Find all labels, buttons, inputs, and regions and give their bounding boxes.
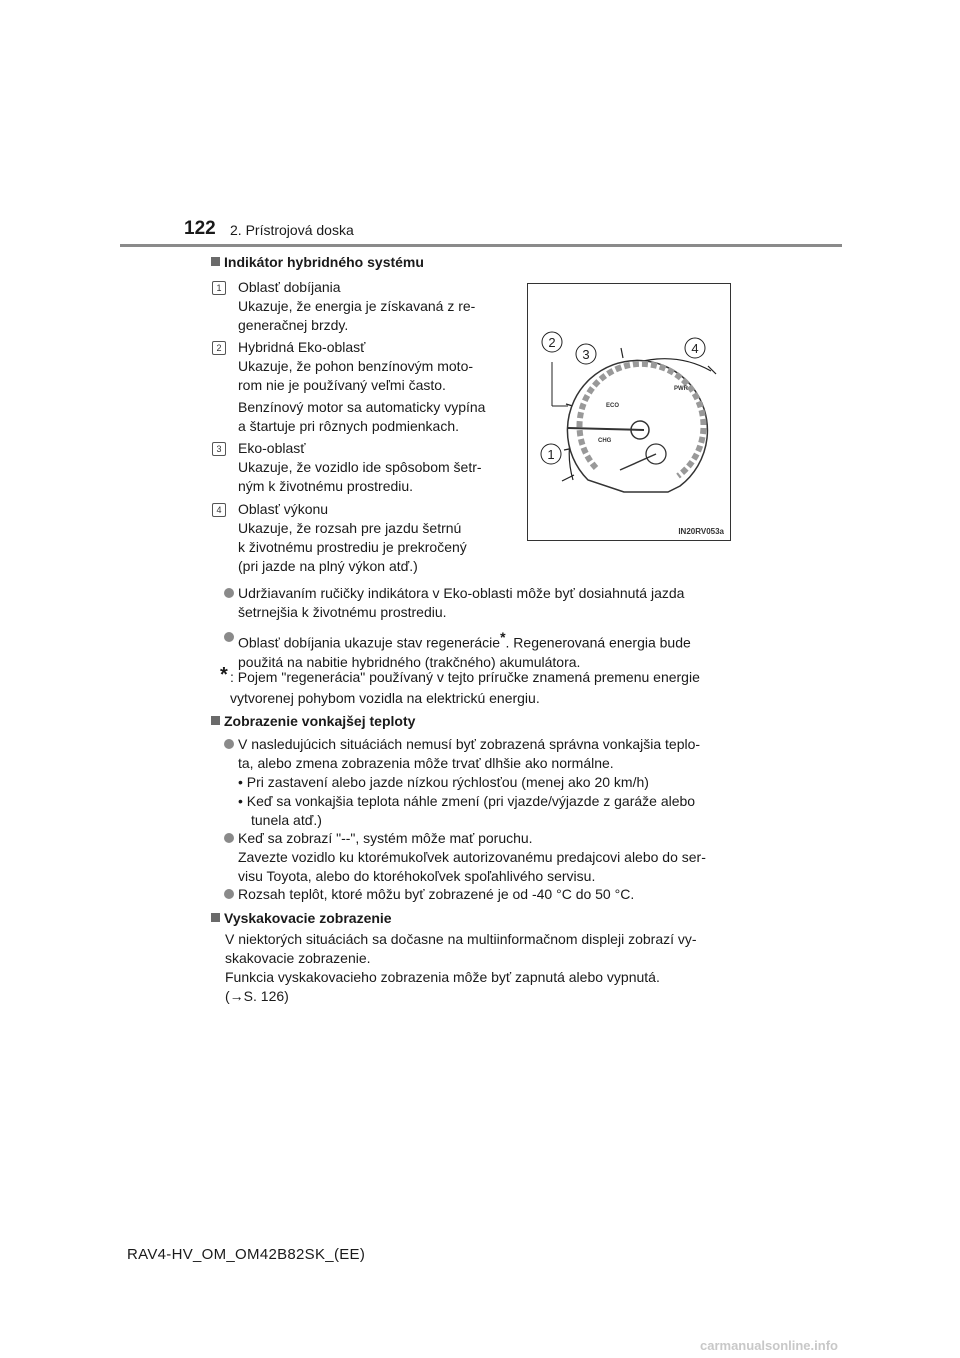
- page-number: 122: [184, 218, 216, 239]
- chg-label: CHG: [598, 438, 612, 444]
- section-title: Indikátor hybridného systému: [224, 254, 424, 270]
- footnote-text: : Pojem "regenerácia" používaný v tejto príručke znamená premenu energie vytvorenej pohybom vozidla na elektrickú energiu.: [230, 669, 700, 706]
- section-title: Zobrazenie vonkajšej teploty: [224, 713, 416, 729]
- item-number-badge: 2: [212, 341, 226, 355]
- sub-bullet-continuation: tunela atď.): [251, 812, 322, 828]
- sub-bullet-text: • Pri zastavení alebo jazde nízkou rýchlosťou (menej ako 20 km/h): [238, 774, 649, 790]
- item-description: Ukazuje, že pohon benzínovým moto- rom nie je používaný veľmi často.: [238, 358, 474, 393]
- svg-text:4: 4: [691, 341, 699, 356]
- bullet-text-regeneration: [238, 628, 748, 672]
- header-rule: [120, 244, 842, 247]
- item-number-badge: 1: [212, 281, 226, 295]
- footnote-asterisk: *: [220, 664, 228, 686]
- chapter-title: 2. Prístrojová doska: [230, 222, 354, 238]
- sub-bullet-text: • Keď sa vonkajšia teplota náhle zmení (pri vjazde/výjazde z garáže alebo: [238, 793, 696, 809]
- item-label: Eko-oblasť: [238, 440, 306, 456]
- section-outside-temp-heading: [211, 713, 415, 729]
- item-label: Oblasť výkonu: [238, 501, 329, 517]
- item-number-badge: 3: [212, 442, 226, 456]
- watermark: carmanualsonline.info: [700, 1338, 838, 1353]
- pwr-label: PWR: [674, 386, 688, 392]
- square-bullet-icon: [211, 913, 220, 922]
- item-number-badge: 4: [212, 503, 226, 517]
- callout-4: [685, 338, 705, 358]
- circle-bullet-icon: [224, 739, 234, 749]
- svg-text:2: 2: [548, 335, 556, 350]
- figure-id: IN20RV053a: [678, 527, 724, 536]
- item-label: Oblasť dobíjania: [238, 279, 341, 295]
- bullet-text: Keď sa zobrazí "--", systém môže mať poruchu. Zavezte vozidlo ku ktorémukoľvek autorizovanému predajcovi alebo do ser- visu Toyota, alebo do ktoréhokoľvek spoľahlivého servisu.: [238, 830, 706, 884]
- section-body: V niektorých situáciách sa dočasne na multiinformačnom displeji zobrazí vy- skakovacie zobrazenie. Funkcia vyskakovacieho zobrazenia môže byť zapnutá alebo vypnutá. (→S. 126): [225, 931, 697, 1004]
- circle-bullet-icon: [224, 889, 234, 899]
- hybrid-indicator-figure: [527, 283, 731, 541]
- square-bullet-icon: [211, 716, 220, 725]
- zone-divider-tick: [621, 348, 623, 358]
- item-description: Ukazuje, že rozsah pre jazdu šetrnú k životnému prostrediu je prekročený (pri jazde na plný výkon atď.): [238, 520, 467, 574]
- svg-text:1: 1: [547, 447, 555, 462]
- callout-1: [541, 444, 561, 464]
- gauge-illustration: [528, 284, 730, 540]
- callout-2: [542, 332, 562, 352]
- circle-bullet-icon: [224, 632, 234, 642]
- item-description: Ukazuje, že vozidlo ide spôsobom šetr- ným k životnému prostrediu.: [238, 459, 482, 494]
- callout-3: [576, 344, 596, 364]
- item-label: Hybridná Eko-oblasť: [238, 339, 366, 355]
- footnote-marker: *: [500, 629, 506, 645]
- item-extra-note: Benzínový motor sa automaticky vypína a štartuje pri rôznych podmienkach.: [238, 399, 486, 434]
- bullet-text: V nasledujúcich situáciách nemusí byť zobrazená správna vonkajšia teplo- ta, alebo zmena zobrazenia môže trvať dlhšie ako normálne.: [238, 736, 701, 771]
- eco-label: ECO: [606, 403, 620, 409]
- section-popup-heading: [211, 910, 392, 926]
- bullet-text-part: Oblasť dobíjania ukazuje stav regenerácie: [238, 634, 501, 651]
- bullet-text: Udržiavaním ručičky indikátora v Eko-oblasti môže byť dosiahnutá jazda šetrnejšia k životnému prostrediu.: [238, 585, 685, 620]
- item-description: Ukazuje, že energia je získavaná z re- generačnej brzdy.: [238, 298, 476, 333]
- bullet-text: Rozsah teplôt, ktoré môžu byť zobrazené je od -40 °C do 50 °C.: [238, 886, 635, 902]
- document-code: RAV4-HV_OM_OM42B82SK_(EE): [127, 1246, 366, 1263]
- section-hybrid-indicator-heading: [211, 254, 424, 270]
- svg-text:3: 3: [582, 347, 590, 362]
- circle-bullet-icon: [224, 588, 234, 598]
- bullet-text-part: . Regenerovaná energia bude použitá na nabitie hybridného (trakčného) akumulátora.: [238, 634, 691, 670]
- circle-bullet-icon: [224, 833, 234, 843]
- section-title: Vyskakovacie zobrazenie: [224, 910, 392, 926]
- square-bullet-icon: [211, 257, 220, 266]
